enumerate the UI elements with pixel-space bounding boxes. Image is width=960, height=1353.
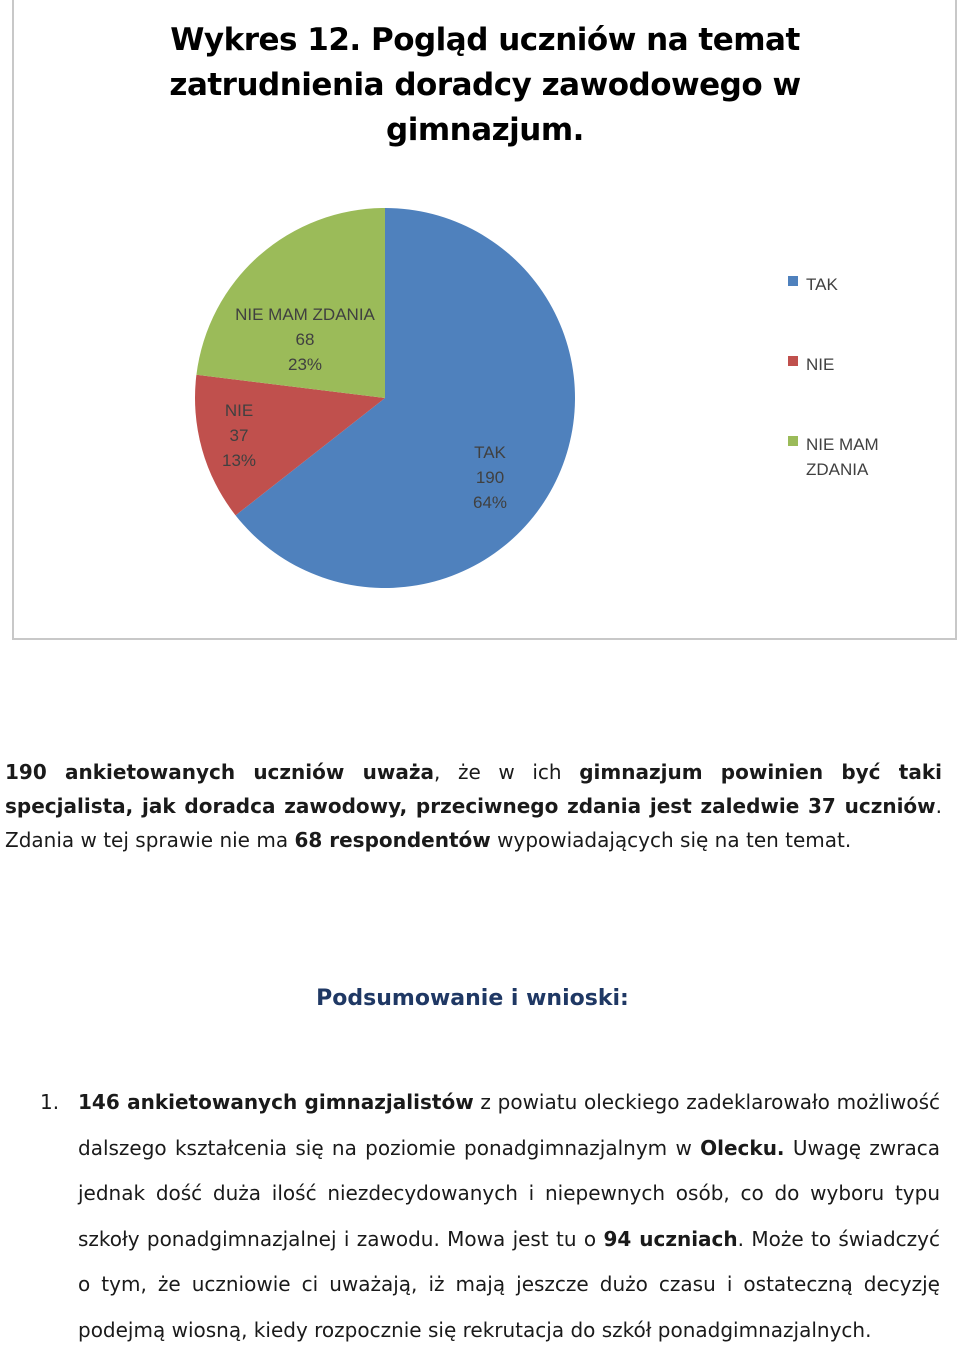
item-bold-1: 146 ankietowanych gimnazjalistów: [78, 1090, 474, 1114]
data-label-nie-mam-zdania: NIE MAM ZDANIA 68 23%: [235, 305, 375, 374]
legend-label-nie-mam-zdania: NIE MAM ZDANIA: [806, 435, 879, 479]
legend-label-nie: NIE: [806, 355, 835, 374]
chart-title: Wykres 12. Pogląd uczniów na temat zatrudnienia doradcy zawodowego w gimnazjum.: [169, 22, 801, 148]
legend-swatch-nie: [788, 356, 798, 366]
item-bold-3: 94 uczniach: [603, 1226, 738, 1251]
desc-text-1: , że w ich: [433, 760, 580, 784]
desc-text-2: . Zdania w tej sprawie nie ma: [5, 794, 942, 852]
summary-list: [40, 1080, 940, 1353]
item-text-3: . Może to świadczyć o tym, że uczniowie ci uważają, iż mają jeszcze dużo czasu i ostateczną decyzję podejmą wiosną, kiedy rozpocznie się rekrutacja do szkół ponadgimnazjalnych.: [78, 1226, 940, 1342]
legend-label-tak: TAK: [806, 275, 838, 294]
legend-swatch-nie-mam-zdania: [788, 436, 798, 446]
item-bold-2: Olecku.: [700, 1135, 785, 1160]
item-text-1: z powiatu oleckiego zadeklarowało możliwość dalszego kształcenia się na poziomie ponadgimnazjalnym w: [78, 1090, 940, 1160]
desc-bold-1: 190 ankietowanych uczniów uważa: [5, 760, 434, 784]
desc-text-3: wypowiadających się na ten temat.: [490, 828, 852, 852]
data-label-tak: TAK 190 64%: [472, 443, 508, 512]
pie-chart: [0, 0, 960, 640]
list-item: [78, 1080, 940, 1353]
legend-swatch-tak: [788, 276, 798, 286]
chart-description: [5, 755, 942, 857]
list-number: 1.: [40, 1090, 60, 1114]
summary-heading: Podsumowanie i wnioski:: [316, 986, 629, 1011]
item-text-2: Uwagę zwraca jednak dość duża ilość niezdecydowanych i niepewnych osób, co do wyboru typu szkoły ponadgimnazjalnej i zawodu. Mowa jest tu o: [78, 1135, 940, 1251]
desc-bold-2: gimnazjum powinien być taki specjalista, jak doradca zawodowy, przeciwnego zdania jest zaledwie 37 uczniów: [5, 760, 942, 818]
desc-bold-3: 68 respondentów: [294, 828, 491, 852]
data-label-nie: NIE 37 13%: [221, 401, 257, 470]
